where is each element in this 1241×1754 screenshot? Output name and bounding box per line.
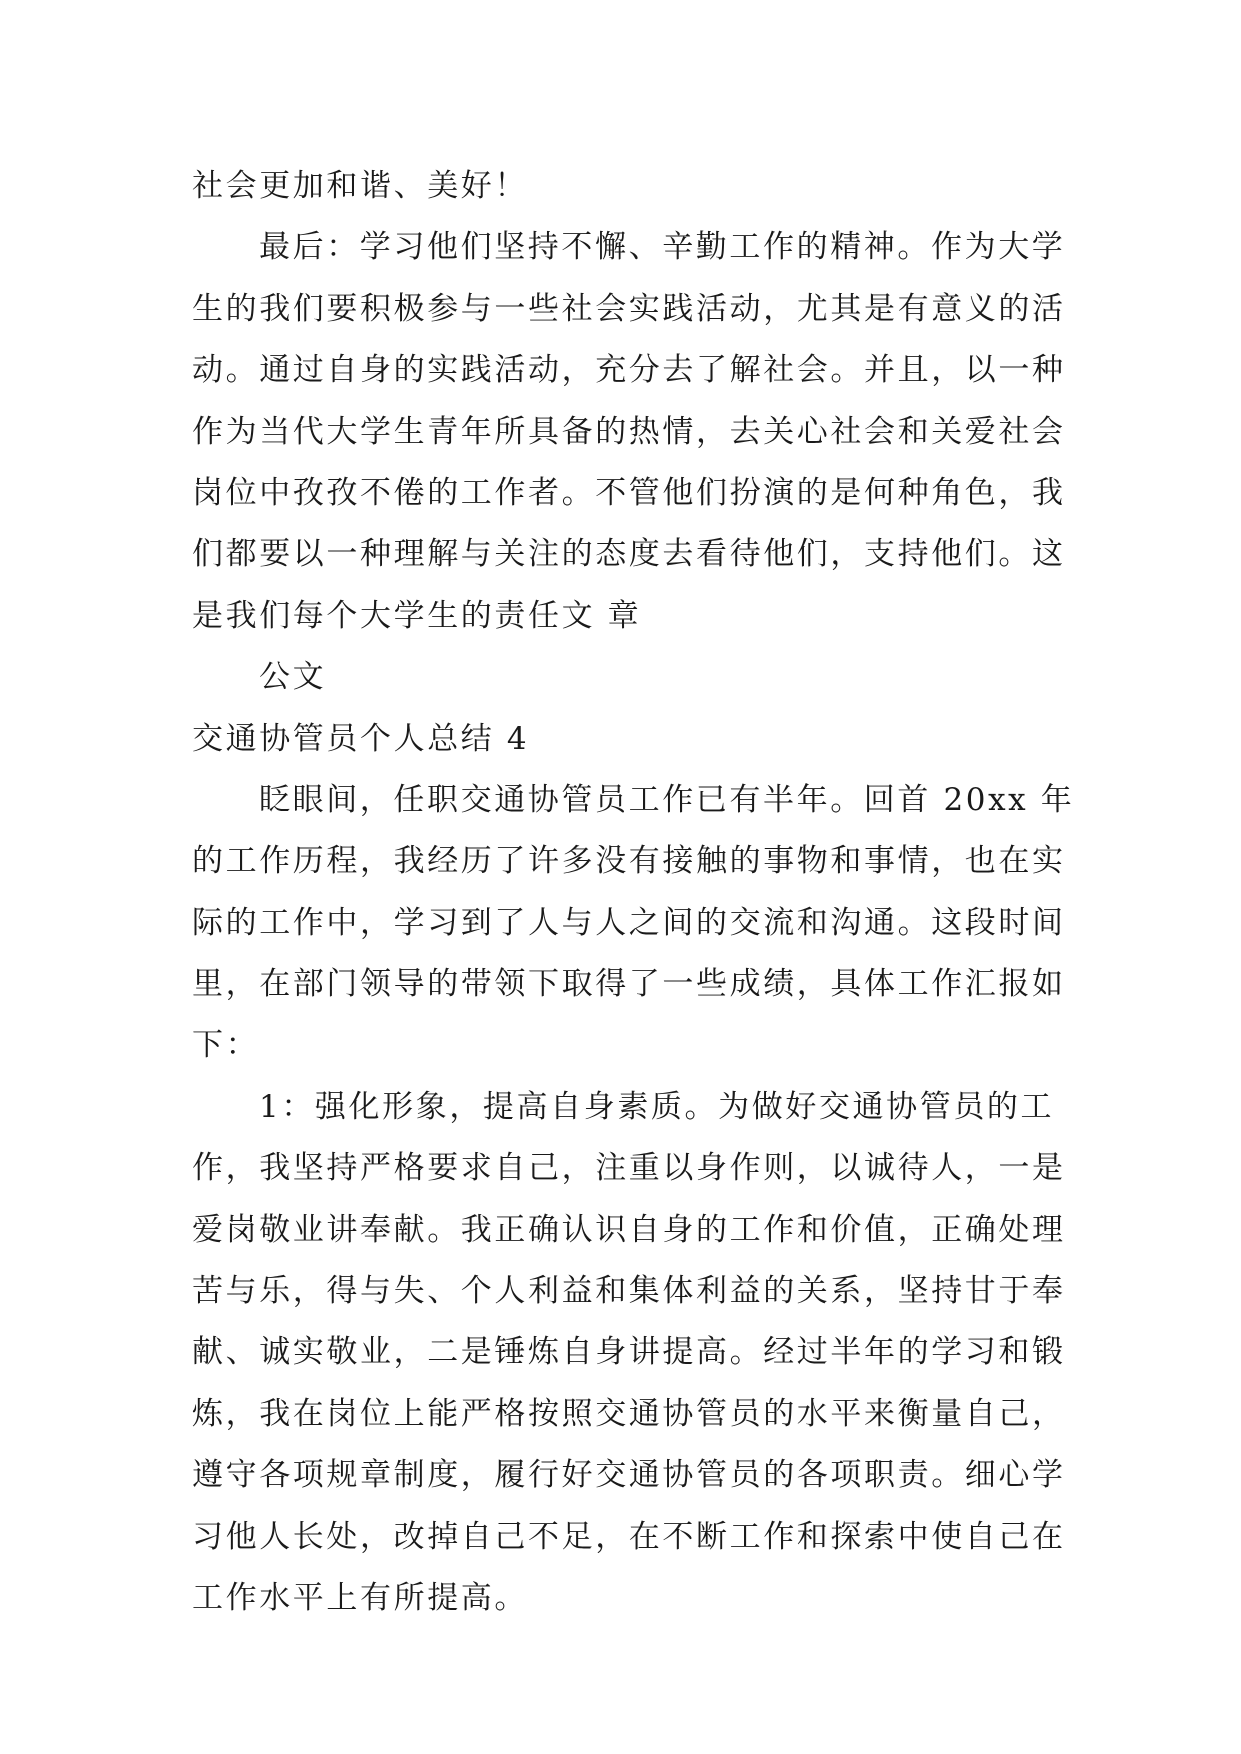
- text-line: 生的我们要积极参与一些社会实践活动，尤其是有意义的活: [192, 290, 1066, 327]
- paragraph: [192, 1077, 1072, 1630]
- text-line: 岗位中孜孜不倦的工作者。不管他们扮演的是何种角色，我: [192, 474, 1066, 511]
- text-line: 动。通过自身的实践活动，充分去了解社会。并且，以一种: [192, 352, 1066, 389]
- text-line: 献、诚实敬业，二是锤炼自身讲提高。经过半年的学习和锻: [192, 1334, 1066, 1371]
- paragraph: [192, 647, 1072, 708]
- text-line: 爱岗敬业讲奉献。我正确认识自身的工作和价值，正确处理: [192, 1211, 1066, 1248]
- text-line: 工作水平上有所提高。: [192, 1579, 528, 1616]
- text-line: 遵守各项规章制度，履行好交通协管员的各项职责。细心学: [192, 1457, 1066, 1494]
- text-line: 最后：学习他们坚持不懈、辛勤工作的精神。作为大学: [259, 229, 1066, 266]
- text-line: 习他人长处，改掉自己不足，在不断工作和探索中使自己在: [192, 1518, 1066, 1555]
- text-line: 下：: [192, 1027, 260, 1064]
- paragraph: [192, 217, 1072, 647]
- paragraph: [192, 156, 1072, 217]
- text-line: 里，在部门领导的带领下取得了一些成绩，具体工作汇报如: [192, 966, 1066, 1003]
- paragraph: [192, 770, 1075, 1077]
- document-page: [192, 156, 1075, 1629]
- text-line: 际的工作中，学习到了人与人之间的交流和沟通。这段时间: [192, 904, 1066, 941]
- text-line: 眨眼间，任职交通协管员工作已有半年。回首 20xx 年: [259, 781, 1075, 818]
- text-line: 是我们每个大学生的责任文 章: [192, 597, 642, 634]
- text-line: 作，我坚持严格要求自己，注重以身作则，以诚待人，一是: [192, 1150, 1066, 1187]
- text-line: 社会更加和谐、美好！: [192, 168, 528, 204]
- text-line: 交通协管员个人总结 4: [192, 720, 530, 757]
- text-line: 的工作历程，我经历了许多没有接触的事物和事情，也在实: [192, 843, 1066, 880]
- text-line: 苦与乐，得与失、个人利益和集体利益的关系，坚持甘于奉: [192, 1273, 1066, 1310]
- text-line: 1：强化形象，提高自身素质。为做好交通协管员的工: [259, 1088, 1055, 1125]
- text-line: 炼，我在岗位上能严格按照交通协管员的水平来衡量自己，: [192, 1395, 1066, 1432]
- text-line: 公文: [259, 659, 327, 696]
- text-line: 们都要以一种理解与关注的态度去看待他们，支持他们。这: [192, 536, 1066, 573]
- text-line: 作为当代大学生青年所具备的热情，去关心社会和关爱社会: [192, 413, 1066, 450]
- section-heading: [192, 709, 1072, 770]
